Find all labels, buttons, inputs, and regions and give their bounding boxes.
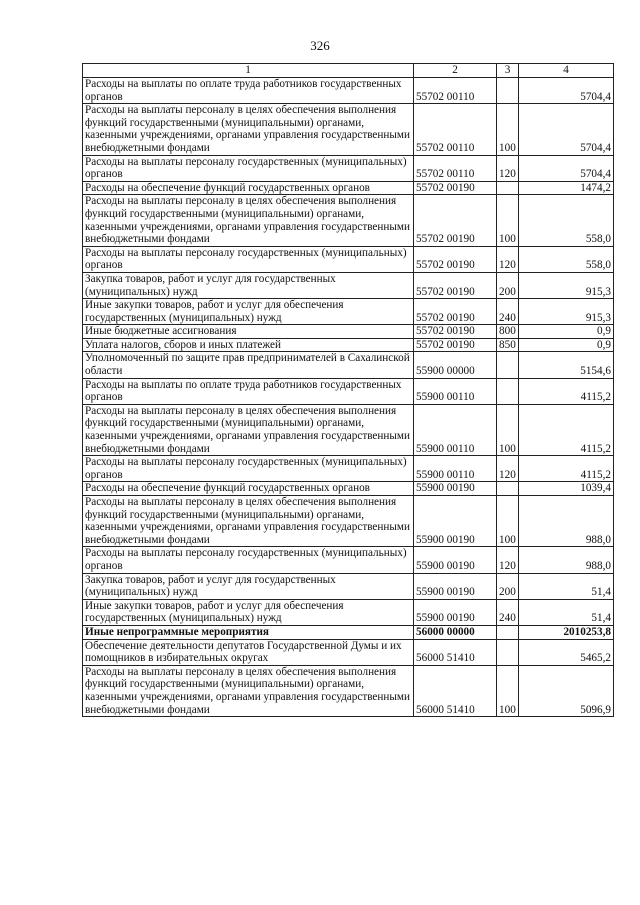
row-sum-cell: 915,3 <box>519 299 614 325</box>
table-row <box>83 378 614 404</box>
table-row <box>83 338 614 352</box>
table-row <box>83 181 614 195</box>
row-code-cell: 56000 00000 <box>414 625 497 639</box>
table-row <box>83 195 614 246</box>
row-expense-type-cell: 100 <box>497 404 519 455</box>
row-code-cell: 55900 00110 <box>414 456 497 482</box>
row-sum-cell: 2010253,8 <box>519 625 614 639</box>
row-name-cell: Расходы на выплаты персоналу в целях обеспечения выполнения функций государственными (муниципальными) органами, казенными учреждениями, органами управления государственными внебюджетными фондами <box>83 404 414 455</box>
row-sum-cell: 0,9 <box>519 325 614 339</box>
row-name-cell: Расходы на выплаты персоналу государственных (муниципальных) органов <box>83 547 414 573</box>
table-row <box>83 352 614 378</box>
table-row <box>83 104 614 155</box>
table-row <box>83 547 614 573</box>
table-row <box>83 404 614 455</box>
row-expense-type-cell: 800 <box>497 325 519 339</box>
row-name-cell: Расходы на обеспечение функций государственных органов <box>83 482 414 496</box>
row-expense-type-cell: 200 <box>497 573 519 599</box>
row-expense-type-cell <box>497 625 519 639</box>
row-expense-type-cell: 100 <box>497 665 519 716</box>
row-sum-cell: 4115,2 <box>519 456 614 482</box>
header-col-1: 1 <box>83 64 414 78</box>
row-sum-cell: 4115,2 <box>519 378 614 404</box>
row-code-cell: 55702 00190 <box>414 338 497 352</box>
row-code-cell: 55900 00000 <box>414 352 497 378</box>
row-name-cell: Расходы на выплаты персоналу государственных (муниципальных) органов <box>83 155 414 181</box>
row-code-cell: 55702 00190 <box>414 299 497 325</box>
row-name-cell: Обеспечение деятельности депутатов Государственной Думы и их помощников в избирательных округах <box>83 639 414 665</box>
table-row <box>83 155 614 181</box>
row-code-cell: 55900 00190 <box>414 599 497 625</box>
row-code-cell: 56000 51410 <box>414 665 497 716</box>
table-row <box>83 78 614 104</box>
row-name-cell: Иные закупки товаров, работ и услуг для обеспечения государственных (муниципальных) нужд <box>83 299 414 325</box>
row-name-cell: Расходы на обеспечение функций государственных органов <box>83 181 414 195</box>
row-code-cell: 55900 00190 <box>414 547 497 573</box>
row-expense-type-cell: 240 <box>497 299 519 325</box>
row-name-cell: Уплата налогов, сборов и иных платежей <box>83 338 414 352</box>
row-sum-cell: 5154,6 <box>519 352 614 378</box>
row-expense-type-cell: 100 <box>497 496 519 547</box>
row-code-cell: 55702 00190 <box>414 181 497 195</box>
row-name-cell: Расходы на выплаты персоналу государственных (муниципальных) органов <box>83 246 414 272</box>
table-row <box>83 482 614 496</box>
row-name-cell: Иные непрограммные мероприятия <box>83 625 414 639</box>
row-code-cell: 55702 00190 <box>414 246 497 272</box>
row-name-cell: Расходы на выплаты по оплате труда работников государственных органов <box>83 378 414 404</box>
row-sum-cell: 5096,9 <box>519 665 614 716</box>
row-sum-cell: 558,0 <box>519 246 614 272</box>
row-expense-type-cell: 100 <box>497 195 519 246</box>
page-number: 326 <box>310 38 330 53</box>
row-expense-type-cell <box>497 181 519 195</box>
row-expense-type-cell: 120 <box>497 155 519 181</box>
table-row <box>83 325 614 339</box>
row-sum-cell: 558,0 <box>519 195 614 246</box>
table-row <box>83 496 614 547</box>
row-name-cell: Закупка товаров, работ и услуг для государственных (муниципальных) нужд <box>83 573 414 599</box>
row-expense-type-cell: 240 <box>497 599 519 625</box>
row-code-cell: 55702 00190 <box>414 272 497 298</box>
row-expense-type-cell <box>497 352 519 378</box>
row-sum-cell: 51,4 <box>519 599 614 625</box>
row-expense-type-cell <box>497 378 519 404</box>
row-expense-type-cell <box>497 639 519 665</box>
table-row <box>83 573 614 599</box>
row-expense-type-cell: 850 <box>497 338 519 352</box>
row-name-cell: Расходы на выплаты персоналу в целях обеспечения выполнения функций государственными (муниципальными) органами, казенными учреждениями, органами управления государственными внебюджетными фондами <box>83 665 414 716</box>
row-code-cell: 55900 00110 <box>414 378 497 404</box>
row-name-cell: Иные бюджетные ассигнования <box>83 325 414 339</box>
row-code-cell: 55702 00110 <box>414 78 497 104</box>
row-code-cell: 55900 00190 <box>414 482 497 496</box>
row-code-cell: 55702 00110 <box>414 155 497 181</box>
table-body <box>83 78 614 717</box>
row-sum-cell: 1474,2 <box>519 181 614 195</box>
table-row <box>83 599 614 625</box>
row-code-cell: 55900 00190 <box>414 573 497 599</box>
row-expense-type-cell: 200 <box>497 272 519 298</box>
row-sum-cell: 915,3 <box>519 272 614 298</box>
row-code-cell: 55702 00190 <box>414 195 497 246</box>
table-row <box>83 625 614 639</box>
row-code-cell: 55702 00110 <box>414 104 497 155</box>
row-expense-type-cell: 120 <box>497 456 519 482</box>
row-name-cell: Расходы на выплаты персоналу в целях обеспечения выполнения функций государственными (муниципальными) органами, казенными учреждениями, органами управления государственными внебюджетными фондами <box>83 496 414 547</box>
row-expense-type-cell <box>497 78 519 104</box>
row-sum-cell: 5704,4 <box>519 104 614 155</box>
row-name-cell: Расходы на выплаты персоналу государственных (муниципальных) органов <box>83 456 414 482</box>
row-expense-type-cell: 120 <box>497 246 519 272</box>
row-sum-cell: 988,0 <box>519 547 614 573</box>
row-name-cell: Расходы на выплаты персоналу в целях обеспечения выполнения функций государственными (муниципальными) органами, казенными учреждениями, органами управления государственными внебюджетными фондами <box>83 104 414 155</box>
row-sum-cell: 5704,4 <box>519 78 614 104</box>
row-sum-cell: 5704,4 <box>519 155 614 181</box>
row-sum-cell: 988,0 <box>519 496 614 547</box>
row-code-cell: 56000 51410 <box>414 639 497 665</box>
table-row <box>83 665 614 716</box>
row-sum-cell: 1039,4 <box>519 482 614 496</box>
table-row <box>83 299 614 325</box>
table-row <box>83 456 614 482</box>
row-sum-cell: 51,4 <box>519 573 614 599</box>
table-row <box>83 639 614 665</box>
row-name-cell: Расходы на выплаты персоналу в целях обеспечения выполнения функций государственными (муниципальными) органами, казенными учреждениями, органами управления государственными внебюджетными фондами <box>83 195 414 246</box>
header-row <box>83 64 614 78</box>
header-col-3: 3 <box>497 64 519 78</box>
row-name-cell: Иные закупки товаров, работ и услуг для обеспечения государственных (муниципальных) нужд <box>83 599 414 625</box>
row-name-cell: Расходы на выплаты по оплате труда работников государственных органов <box>83 78 414 104</box>
row-code-cell: 55702 00190 <box>414 325 497 339</box>
table-row <box>83 272 614 298</box>
row-code-cell: 55900 00190 <box>414 496 497 547</box>
row-code-cell: 55900 00110 <box>414 404 497 455</box>
header-col-4: 4 <box>519 64 614 78</box>
row-sum-cell: 4115,2 <box>519 404 614 455</box>
row-expense-type-cell: 120 <box>497 547 519 573</box>
row-sum-cell: 5465,2 <box>519 639 614 665</box>
row-name-cell: Закупка товаров, работ и услуг для государственных (муниципальных) нужд <box>83 272 414 298</box>
table-row <box>83 246 614 272</box>
row-sum-cell: 0,9 <box>519 338 614 352</box>
row-expense-type-cell: 100 <box>497 104 519 155</box>
row-name-cell: Уполномоченный по защите прав предпринимателей в Сахалинской области <box>83 352 414 378</box>
table-header <box>83 64 614 78</box>
budget-table <box>82 63 614 717</box>
header-col-2: 2 <box>414 64 497 78</box>
row-expense-type-cell <box>497 482 519 496</box>
